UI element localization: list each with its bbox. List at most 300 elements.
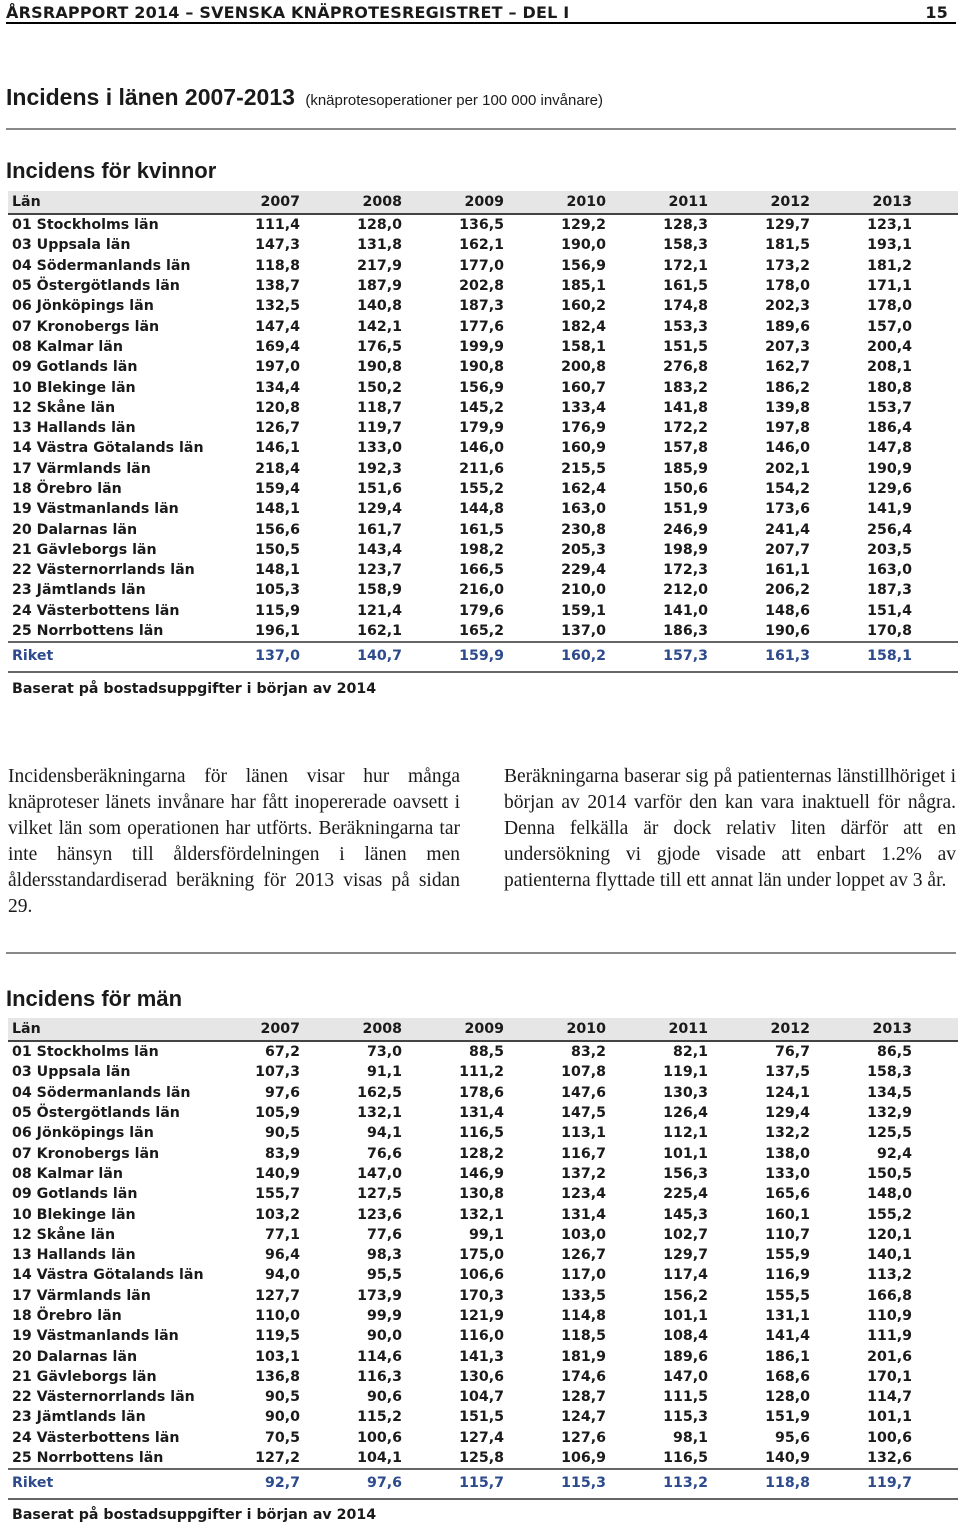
men-heading: Incidens för män	[6, 986, 183, 1011]
incidence-value: 88,5	[468, 1044, 504, 1061]
incidence-value: 137,0	[561, 623, 606, 640]
county-name: 25 Norrbottens län	[12, 1450, 164, 1467]
table-row	[8, 1367, 958, 1387]
incidence-value: 173,9	[357, 1287, 402, 1304]
column-header-year: 2011	[652, 1018, 754, 1041]
incidence-value: 110,9	[867, 1308, 912, 1324]
column-header-lan: Län	[8, 1018, 244, 1041]
incidence-value: 133,0	[765, 1165, 810, 1182]
incidence-value: 215,5	[561, 460, 606, 477]
incidence-value: 157,8	[663, 440, 708, 457]
table-row	[8, 1346, 958, 1366]
table-row	[8, 580, 958, 600]
table-row	[8, 214, 958, 235]
incidence-value: 144,8	[459, 501, 504, 518]
county-name: 13 Hallands län	[12, 1247, 136, 1264]
incidence-value: 107,3	[255, 1064, 300, 1081]
column-header-year: 2013	[856, 1018, 958, 1041]
incidence-value: 128,7	[561, 1389, 606, 1406]
table-row	[8, 1407, 958, 1427]
incidence-value: 102,7	[663, 1226, 708, 1243]
incidence-value: 174,8	[663, 298, 708, 315]
incidence-value: 103,2	[255, 1206, 300, 1223]
incidence-value: 105,9	[255, 1105, 300, 1122]
column-header-lan: Län	[8, 191, 244, 214]
county-name: Riket	[8, 642, 244, 672]
county-name: 10 Blekinge län	[12, 1206, 136, 1223]
page-title	[6, 84, 956, 111]
incidence-value: 94,0	[264, 1267, 300, 1284]
incidence-value: 156,9	[459, 379, 504, 396]
county-name: 17 Värmlands län	[12, 460, 151, 477]
table-row	[8, 1062, 958, 1082]
incidence-value: 190,0	[561, 237, 606, 254]
county-name: 17 Värmlands län	[12, 1287, 151, 1304]
county-name: 06 Jönköpings län	[12, 298, 154, 315]
incidence-value: 141,0	[663, 602, 708, 619]
incidence-value: 117,0	[561, 1267, 606, 1284]
county-name: 10 Blekinge län	[12, 379, 136, 396]
incidence-value: 181,2	[867, 257, 912, 274]
incidence-value: 160,1	[765, 1206, 810, 1223]
incidence-value: 148,6	[765, 602, 810, 619]
incidence-value: 146,1	[255, 440, 300, 457]
county-name: 21 Gävleborgs län	[12, 541, 157, 558]
incidence-value: 155,7	[255, 1186, 300, 1203]
incidence-value: 159,1	[561, 602, 606, 619]
incidence-value: 158,1	[561, 338, 606, 355]
incidence-value: 116,9	[765, 1267, 810, 1284]
women-note: Baserat på bostadsuppgifter i början av 2014	[12, 681, 377, 697]
county-name: 21 Gävleborgs län	[12, 1368, 157, 1385]
incidence-value: 100,6	[867, 1429, 912, 1446]
incidence-value: 97,6	[346, 1469, 448, 1499]
table-row	[8, 1265, 958, 1285]
table-row	[8, 1103, 958, 1123]
incidence-value: 186,4	[867, 420, 912, 437]
incidence-value: 156,2	[663, 1287, 708, 1304]
incidence-value: 119,7	[357, 420, 402, 437]
incidence-value: 159,4	[255, 481, 300, 497]
incidence-value: 77,1	[264, 1226, 300, 1243]
incidence-value: 186,2	[765, 379, 810, 396]
incidence-value: 190,9	[867, 460, 912, 477]
incidence-value: 153,3	[663, 318, 708, 335]
incidence-value: 67,2	[264, 1044, 300, 1061]
incidence-value: 185,1	[561, 278, 606, 295]
incidence-value: 197,8	[765, 420, 810, 437]
title-divider	[6, 128, 956, 130]
incidence-value: 132,1	[459, 1206, 504, 1223]
incidence-value: 118,7	[357, 399, 402, 416]
incidence-value: 210,0	[561, 582, 606, 599]
table-row	[8, 337, 958, 357]
incidence-value: 90,6	[366, 1389, 402, 1406]
incidence-value: 132,1	[357, 1105, 402, 1122]
incidence-value: 151,9	[765, 1409, 810, 1426]
incidence-value: 229,4	[561, 562, 606, 579]
incidence-value: 77,6	[366, 1226, 402, 1243]
incidence-value: 125,8	[459, 1450, 504, 1467]
incidence-value: 130,3	[663, 1084, 708, 1101]
incidence-value: 127,6	[561, 1429, 606, 1446]
incidence-value: 146,9	[459, 1165, 504, 1182]
incidence-value: 110,7	[765, 1226, 810, 1243]
incidence-value: 132,5	[255, 298, 300, 315]
table-row	[8, 1428, 958, 1448]
county-name: 04 Södermanlands län	[12, 1084, 191, 1101]
incidence-value: 116,5	[459, 1125, 504, 1142]
incidence-value: 113,2	[652, 1469, 754, 1499]
county-name: Riket	[8, 1469, 244, 1499]
incidence-value: 174,6	[561, 1368, 606, 1385]
incidence-value: 166,5	[459, 562, 504, 579]
incidence-value: 106,6	[459, 1267, 504, 1284]
paragraph-left: Incidensberäkningarna för länen visar hur många knäproteser länets invånare har fått inopererade oavsett i vilket län som operationen har utförts. Beräkningarna tar inte hänsyn till åldersfördelningen i länen men åldersstandardiserad beräkning för 2013 visas på sidan 29.	[8, 766, 460, 917]
incidence-value: 179,6	[459, 602, 504, 619]
county-name: 08 Kalmar län	[12, 338, 123, 355]
incidence-value: 186,1	[765, 1348, 810, 1365]
incidence-value: 142,1	[357, 318, 402, 335]
incidence-value: 123,1	[867, 217, 912, 234]
county-name: 19 Västmanlands län	[12, 501, 179, 518]
paragraph-right: Beräkningarna baserar sig på patienternas länstillhöriget i början av 2014 varför den kan vara inaktuell för några. Denna felkälla är dock relativ liten därför att en undersökning vi gjode visade att enbart 1.2% av patienterna flyttade till ett annat län under loppet av 3 år.	[504, 766, 956, 891]
incidence-value: 128,2	[459, 1145, 504, 1162]
men-note: Baserat på bostadsuppgifter i början av 2014	[12, 1507, 377, 1523]
incidence-value: 212,0	[663, 582, 708, 599]
incidence-value: 127,4	[459, 1429, 504, 1446]
incidence-value: 137,5	[765, 1064, 810, 1081]
incidence-value: 111,2	[459, 1064, 504, 1081]
incidence-value: 139,8	[765, 399, 810, 416]
men-header-row	[8, 1018, 958, 1041]
incidence-value: 197,0	[255, 359, 300, 376]
incidence-value: 187,9	[357, 278, 402, 295]
incidence-value: 217,9	[357, 257, 402, 274]
table-row	[8, 1326, 958, 1346]
incidence-value: 170,3	[459, 1287, 504, 1304]
incidence-value: 162,7	[765, 359, 810, 376]
incidence-value: 151,4	[867, 602, 912, 619]
incidence-value: 110,0	[255, 1308, 300, 1324]
incidence-value: 160,7	[561, 379, 606, 396]
incidence-value: 178,0	[867, 298, 912, 315]
incidence-value: 90,5	[264, 1125, 300, 1142]
table-row	[8, 1164, 958, 1184]
county-name: 09 Gotlands län	[12, 1186, 138, 1203]
column-header-year: 2008	[346, 1018, 448, 1041]
county-name: 07 Kronobergs län	[12, 318, 160, 335]
incidence-value: 141,9	[867, 501, 912, 518]
county-name: 19 Västmanlands län	[12, 1328, 179, 1345]
incidence-value: 118,5	[561, 1328, 606, 1345]
incidence-value: 176,9	[561, 420, 606, 437]
incidence-value: 119,7	[856, 1469, 958, 1499]
incidence-value: 113,2	[867, 1267, 912, 1284]
total-row	[8, 642, 958, 672]
incidence-value: 170,8	[867, 623, 912, 640]
incidence-value: 146,0	[459, 440, 504, 457]
incidence-value: 163,0	[867, 562, 912, 579]
incidence-value: 157,0	[867, 318, 912, 335]
incidence-value: 168,6	[765, 1368, 810, 1385]
incidence-value: 172,3	[663, 562, 708, 579]
incidence-value: 94,1	[366, 1125, 402, 1142]
county-name: 06 Jönköpings län	[12, 1125, 154, 1142]
incidence-value: 156,6	[255, 521, 300, 538]
page-number: 15	[925, 3, 948, 22]
table-row	[8, 357, 958, 377]
table-row	[8, 601, 958, 621]
county-name: 05 Östergötlands län	[12, 1105, 180, 1122]
county-name: 04 Södermanlands län	[12, 257, 191, 274]
incidence-value: 129,4	[765, 1105, 810, 1122]
table-row	[8, 235, 958, 255]
incidence-value: 126,7	[561, 1247, 606, 1264]
incidence-value: 173,2	[765, 257, 810, 274]
incidence-value: 276,8	[663, 359, 708, 376]
incidence-value: 70,5	[264, 1429, 300, 1446]
incidence-value: 137,0	[244, 642, 346, 672]
incidence-value: 136,5	[459, 217, 504, 234]
column-header-year: 2009	[448, 1018, 550, 1041]
page-title-sub: (knäprotesoperationer per 100 000 invånare)	[305, 92, 604, 109]
incidence-value: 104,1	[357, 1450, 402, 1467]
incidence-value: 153,7	[867, 399, 912, 416]
incidence-value: 130,8	[459, 1186, 504, 1203]
incidence-value: 145,3	[663, 1206, 708, 1223]
incidence-value: 140,9	[255, 1165, 300, 1182]
incidence-value: 140,8	[357, 298, 402, 315]
column-header-year: 2009	[448, 191, 550, 214]
incidence-value: 123,6	[357, 1206, 402, 1223]
incidence-value: 181,5	[765, 237, 810, 254]
incidence-value: 143,4	[357, 541, 402, 558]
incidence-value: 114,7	[867, 1389, 912, 1406]
incidence-value: 133,0	[357, 440, 402, 457]
incidence-value: 192,3	[357, 460, 402, 477]
total-row	[8, 1469, 958, 1499]
column-header-year: 2007	[244, 191, 346, 214]
incidence-value: 158,9	[357, 582, 402, 599]
incidence-value: 100,6	[357, 1429, 402, 1446]
table-row	[8, 438, 958, 458]
table-row	[8, 377, 958, 397]
table-row	[8, 398, 958, 418]
incidence-value: 133,5	[561, 1287, 606, 1304]
table-row	[8, 1225, 958, 1245]
incidence-value: 130,6	[459, 1368, 504, 1385]
incidence-value: 90,0	[264, 1409, 300, 1426]
table-row	[8, 459, 958, 479]
incidence-value: 141,4	[765, 1328, 810, 1345]
incidence-value: 121,4	[357, 602, 402, 619]
incidence-value: 136,8	[255, 1368, 300, 1385]
table-row	[8, 1387, 958, 1407]
incidence-value: 76,7	[774, 1044, 810, 1061]
incidence-value: 91,1	[366, 1064, 402, 1081]
incidence-value: 207,3	[765, 338, 810, 355]
incidence-value: 196,1	[255, 623, 300, 640]
incidence-value: 230,8	[561, 521, 606, 538]
table-row	[8, 1184, 958, 1204]
incidence-value: 129,7	[765, 217, 810, 234]
incidence-value: 160,9	[561, 440, 606, 457]
table-row	[8, 621, 958, 642]
incidence-value: 241,4	[765, 521, 810, 538]
incidence-value: 119,5	[255, 1328, 300, 1345]
men-divider	[6, 952, 956, 954]
incidence-value: 127,5	[357, 1186, 402, 1203]
incidence-value: 203,5	[867, 541, 912, 558]
incidence-value: 115,2	[357, 1409, 402, 1426]
incidence-value: 151,5	[459, 1409, 504, 1426]
incidence-value: 246,9	[663, 521, 708, 538]
incidence-value: 127,2	[255, 1450, 300, 1467]
incidence-value: 129,7	[663, 1247, 708, 1264]
incidence-value: 128,3	[663, 217, 708, 234]
incidence-value: 198,2	[459, 541, 504, 558]
incidence-value: 127,7	[255, 1287, 300, 1304]
incidence-value: 151,5	[663, 338, 708, 355]
incidence-value: 131,8	[357, 237, 402, 254]
incidence-value: 101,1	[663, 1145, 708, 1162]
incidence-value: 76,6	[366, 1145, 402, 1162]
county-name: 22 Västernorrlands län	[12, 562, 195, 579]
incidence-value: 163,0	[561, 501, 606, 518]
incidence-value: 138,0	[765, 1145, 810, 1162]
incidence-value: 115,3	[550, 1469, 652, 1499]
incidence-value: 104,7	[459, 1389, 504, 1406]
incidence-value: 155,5	[765, 1287, 810, 1304]
incidence-value: 187,3	[867, 582, 912, 599]
incidence-value: 171,1	[867, 278, 912, 295]
county-name: 01 Stockholms län	[12, 1044, 159, 1061]
incidence-value: 193,1	[867, 237, 912, 254]
incidence-value: 147,0	[357, 1165, 402, 1182]
incidence-value: 111,5	[663, 1389, 708, 1406]
incidence-value: 120,8	[255, 399, 300, 416]
incidence-value: 151,9	[663, 501, 708, 518]
incidence-value: 129,6	[867, 481, 912, 497]
incidence-value: 95,6	[774, 1429, 810, 1446]
incidence-value: 126,7	[255, 420, 300, 437]
incidence-value: 185,9	[663, 460, 708, 477]
incidence-value: 97,6	[264, 1084, 300, 1101]
incidence-value: 190,6	[765, 623, 810, 640]
incidence-value: 179,9	[459, 420, 504, 437]
incidence-value: 166,8	[867, 1287, 912, 1304]
incidence-value: 101,1	[867, 1409, 912, 1426]
county-name: 01 Stockholms län	[12, 217, 159, 234]
column-header-year: 2010	[550, 1018, 652, 1041]
incidence-value: 107,8	[561, 1064, 606, 1081]
incidence-value: 161,3	[754, 642, 856, 672]
incidence-value: 146,0	[765, 440, 810, 457]
incidence-value: 114,8	[561, 1308, 606, 1324]
incidence-value: 140,1	[867, 1247, 912, 1264]
incidence-value: 150,6	[663, 481, 708, 497]
column-header-year: 2011	[652, 191, 754, 214]
incidence-value: 169,4	[255, 338, 300, 355]
incidence-value: 134,5	[867, 1084, 912, 1101]
table-row	[8, 256, 958, 276]
incidence-value: 132,2	[765, 1125, 810, 1142]
incidence-value: 118,8	[754, 1469, 856, 1499]
county-name: 03 Uppsala län	[12, 237, 131, 254]
incidence-value: 98,3	[366, 1247, 402, 1264]
incidence-value: 131,4	[459, 1105, 504, 1122]
incidence-value: 103,0	[561, 1226, 606, 1243]
incidence-value: 83,9	[264, 1145, 300, 1162]
table-row	[8, 1245, 958, 1265]
incidence-value: 155,2	[867, 1206, 912, 1223]
incidence-value: 206,2	[765, 582, 810, 599]
incidence-value: 162,5	[357, 1084, 402, 1101]
incidence-value: 207,7	[765, 541, 810, 558]
women-table	[8, 191, 958, 673]
table-row	[8, 1448, 958, 1469]
incidence-value: 132,9	[867, 1105, 912, 1122]
incidence-value: 83,2	[570, 1044, 606, 1061]
incidence-value: 177,0	[459, 257, 504, 274]
incidence-value: 157,3	[652, 642, 754, 672]
incidence-value: 186,3	[663, 623, 708, 640]
incidence-value: 161,5	[459, 521, 504, 538]
incidence-value: 150,5	[867, 1165, 912, 1182]
incidence-value: 165,2	[459, 623, 504, 640]
incidence-value: 150,2	[357, 379, 402, 396]
table-row	[8, 1204, 958, 1224]
table-row	[8, 540, 958, 560]
incidence-value: 117,4	[663, 1267, 708, 1284]
incidence-value: 141,8	[663, 399, 708, 416]
county-name: 09 Gotlands län	[12, 359, 138, 376]
incidence-value: 202,8	[459, 278, 504, 295]
county-name: 18 Örebro län	[12, 1308, 122, 1324]
incidence-value: 128,0	[765, 1389, 810, 1406]
incidence-value: 158,3	[663, 237, 708, 254]
incidence-value: 73,0	[366, 1044, 402, 1061]
incidence-value: 116,0	[459, 1328, 504, 1345]
county-name: 20 Dalarnas län	[12, 1348, 138, 1365]
incidence-value: 112,1	[663, 1125, 708, 1142]
incidence-value: 137,2	[561, 1165, 606, 1182]
incidence-value: 161,7	[357, 521, 402, 538]
county-name: 03 Uppsala län	[12, 1064, 131, 1081]
incidence-value: 116,5	[663, 1450, 708, 1467]
page-header	[6, 2, 956, 24]
incidence-value: 141,3	[459, 1348, 504, 1365]
incidence-value: 95,5	[366, 1267, 402, 1284]
men-table	[8, 1018, 958, 1500]
table-row	[8, 418, 958, 438]
incidence-value: 201,6	[867, 1348, 912, 1365]
incidence-value: 181,9	[561, 1348, 606, 1365]
incidence-value: 172,1	[663, 257, 708, 274]
incidence-value: 176,5	[357, 338, 402, 355]
incidence-value: 200,8	[561, 359, 606, 376]
incidence-value: 98,1	[672, 1429, 708, 1446]
incidence-value: 126,4	[663, 1105, 708, 1122]
incidence-value: 160,2	[550, 642, 652, 672]
incidence-value: 156,3	[663, 1165, 708, 1182]
incidence-value: 225,4	[663, 1186, 708, 1203]
incidence-value: 86,5	[876, 1044, 912, 1061]
incidence-value: 124,1	[765, 1084, 810, 1101]
incidence-value: 106,9	[561, 1450, 606, 1467]
incidence-value: 147,4	[255, 318, 300, 335]
